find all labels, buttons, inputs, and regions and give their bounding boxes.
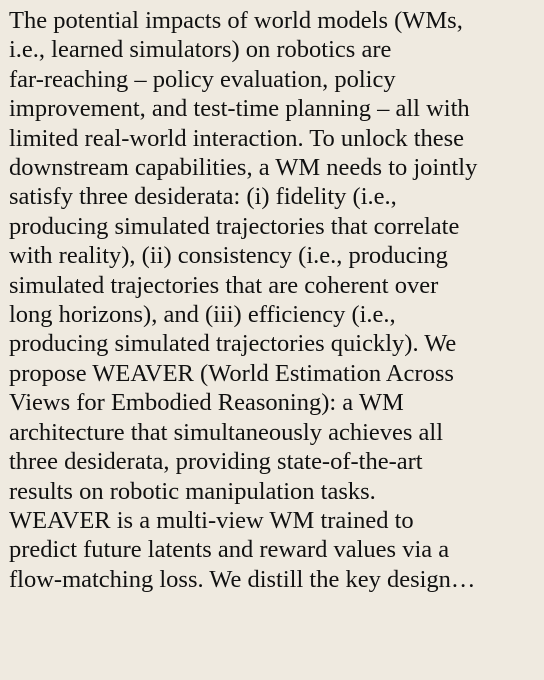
- text-line: WEAVER is a multi-view WM trained to: [9, 506, 414, 534]
- text-line: limited real-world interaction. To unlock these: [9, 124, 465, 152]
- text-line: downstream capabilities, a WM needs to jointly: [9, 154, 478, 182]
- text-line: three desiderata, providing state-of-the-art: [9, 448, 423, 476]
- text-line: results on robotic manipulation tasks.: [9, 477, 376, 505]
- text-line: predict future latents and reward values via a: [9, 536, 450, 564]
- text-line: satisfy three desiderata: (i) fidelity (i.e.,: [9, 183, 397, 211]
- abstract-paragraph: [9, 6, 535, 594]
- text-line: flow-matching loss. We distill the key design…: [9, 565, 476, 593]
- text-line: producing simulated trajectories quickly). We: [9, 330, 457, 358]
- text-line: propose WEAVER (World Estimation Across: [9, 359, 454, 387]
- text-line: producing simulated trajectories that correlate: [9, 212, 460, 240]
- text-line: improvement, and test-time planning – all with: [9, 95, 470, 123]
- text-line: The potential impacts of world models (WMs,: [9, 7, 463, 34]
- text-line: long horizons), and (iii) efficiency (i.e.,: [9, 301, 396, 329]
- text-line: simulated trajectories that are coherent over: [9, 271, 439, 299]
- text-line: i.e., learned simulators) on robotics are: [9, 36, 392, 64]
- text-line: Views for Embodied Reasoning): a WM: [9, 389, 404, 417]
- text-line: with reality), (ii) consistency (i.e., producing: [9, 242, 448, 270]
- text-line: far-reaching – policy evaluation, policy: [9, 65, 396, 93]
- text-line: architecture that simultaneously achieves all: [9, 418, 444, 446]
